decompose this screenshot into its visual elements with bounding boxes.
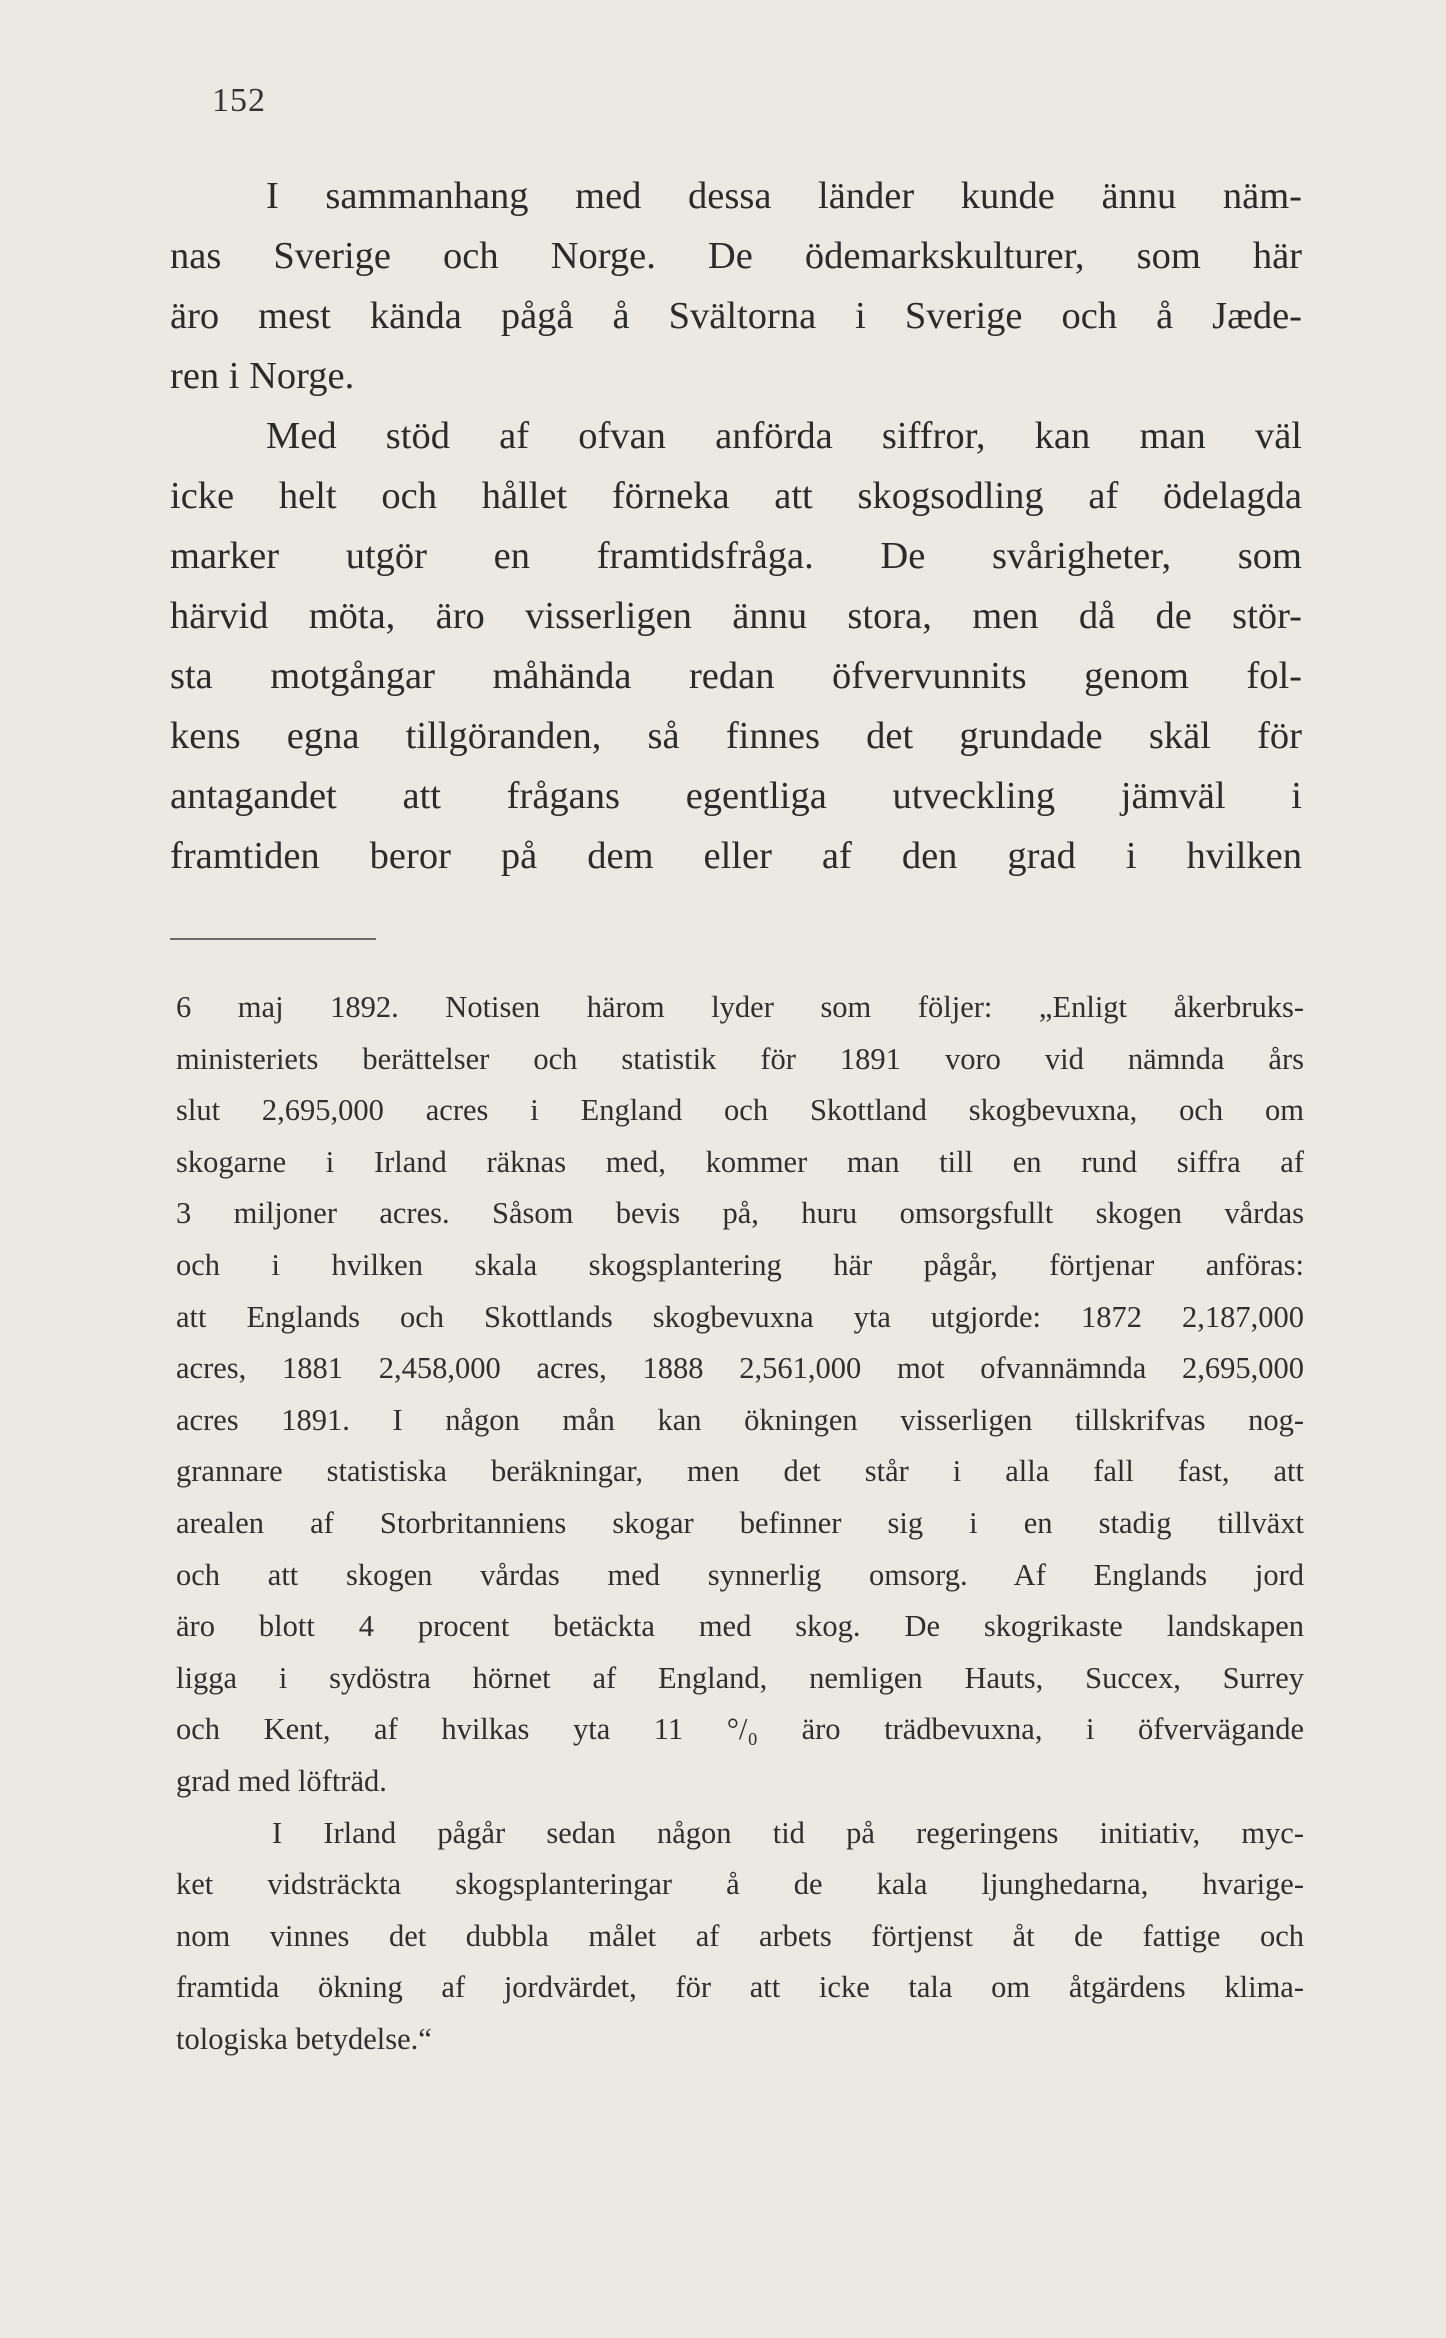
footnote-line: ligga i sydöstra hörnet af England, nemligen Hauts, Succex, Surrey <box>176 1660 1304 1695</box>
footnote-divider <box>170 938 376 940</box>
footnote-line: 6 maj 1892. Notisen härom lyder som följer: „Enligt åkerbruks- <box>176 990 1304 1024</box>
page-number: 152 <box>212 82 266 119</box>
main-line: äro mest kända pågå å Svältorna i Sverige och å Jæde- <box>170 295 1302 337</box>
footnote-line: och att skogen vårdas med synnerlig omsorg. Af Englands jord <box>176 1557 1304 1592</box>
main-line: kens egna tillgöranden, så finnes det grundade skäl för <box>170 715 1302 757</box>
footnote-block <box>176 982 1304 2065</box>
footnote-line: och i hvilken skala skogsplantering här pågår, förtjenar anföras: <box>176 1247 1304 1282</box>
footnote-line: framtida ökning af jordvärdet, för att icke tala om åtgärdens klima- <box>176 1970 1304 2005</box>
main-line: ren i Norge. <box>170 355 355 397</box>
main-line: nas Sverige och Norge. De ödemarkskulturer, som här <box>170 235 1302 277</box>
main-line: I sammanhang med dessa länder kunde ännu näm- <box>266 175 1302 217</box>
main-line: härvid möta, äro visserligen ännu stora, men då de stör- <box>170 595 1302 637</box>
footnote-line: 3 miljoner acres. Såsom bevis på, huru omsorgsfullt skogen vårdas <box>176 1196 1304 1231</box>
footnote-line: acres, 1881 2,458,000 acres, 1888 2,561,000 mot ofvannämnda 2,695,000 <box>176 1351 1304 1386</box>
main-line: antagandet att frågans egentliga utveckling jämväl i <box>170 775 1302 817</box>
footnote-line: att Englands och Skottlands skogbevuxna yta utgjorde: 1872 2,187,000 <box>176 1299 1304 1334</box>
footnote-line: slut 2,695,000 acres i England och Skottland skogbevuxna, och om <box>176 1093 1304 1128</box>
footnote-line: ket vidsträckta skogsplanteringar å de kala ljunghedarna, hvarige- <box>176 1867 1304 1902</box>
main-line: sta motgångar måhända redan öfvervunnits genom fol- <box>170 655 1302 697</box>
footnote-line: grannare statistiska beräkningar, men det står i alla fall fast, att <box>176 1454 1304 1489</box>
main-line: marker utgör en framtidsfråga. De svårigheter, som <box>170 535 1302 577</box>
footnote-line: äro blott 4 procent betäckta med skog. De skogrikaste landskapen <box>176 1609 1304 1644</box>
main-line: Med stöd af ofvan anförda siffror, kan man väl <box>266 415 1302 457</box>
main-line: icke helt och hållet förneka att skogsodling af ödelagda <box>170 475 1302 517</box>
footnote-line: tologiska betydelse.“ <box>176 2021 432 2056</box>
footnote-line: och Kent, af hvilkas yta 11 °/₀ äro trädbevuxna, i öfvervägande <box>176 1712 1304 1747</box>
footnote-line: arealen af Storbritanniens skogar befinner sig i en stadig tillväxt <box>176 1505 1304 1540</box>
footnote-line: skogarne i Irland räknas med, kommer man till en rund siffra af <box>176 1144 1304 1179</box>
main-line: framtiden beror på dem eller af den grad i hvilken <box>170 835 1302 877</box>
footnote-line: grad med löfträd. <box>176 1763 387 1798</box>
footnote-line: nom vinnes det dubbla målet af arbets förtjenst åt de fattige och <box>176 1918 1304 1953</box>
footnote-line: ministeriets berättelser och statistik för 1891 voro vid nämnda års <box>176 1041 1304 1076</box>
main-text-block <box>170 166 1302 886</box>
footnote-line: I Irland pågår sedan någon tid på regeringens initiativ, myc- <box>272 1815 1304 1850</box>
footnote-line: acres 1891. I någon mån kan ökningen visserligen tillskrifvas nog- <box>176 1402 1304 1437</box>
